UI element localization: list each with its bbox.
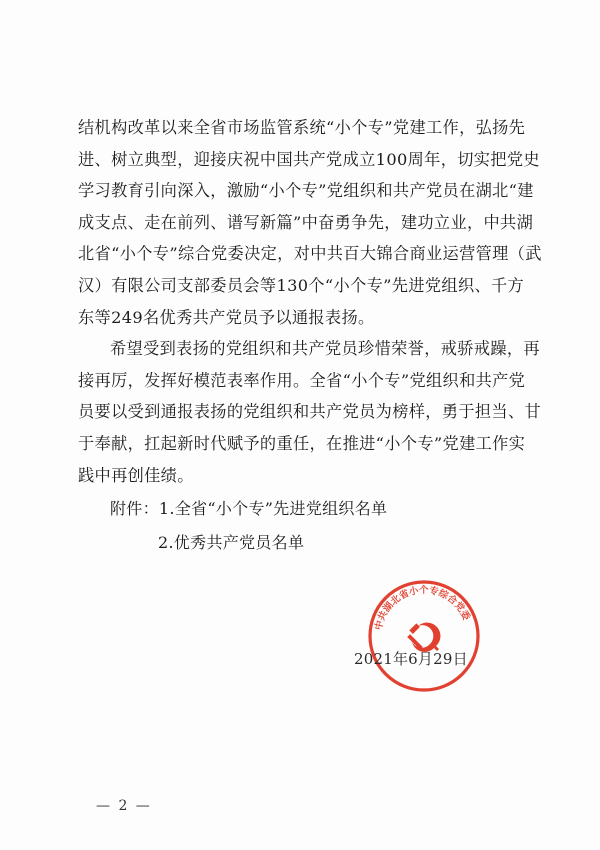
attachment-item-2: 2.优秀共产党员名单: [158, 533, 305, 552]
paragraph-2-line: 于奉献，扛起新时代赋予的重任，在推进“小个专”党建工作实: [78, 433, 526, 453]
paragraph-1-line: 成支点、走在前列、谱写新篇”中奋勇争先，建功立业，中共湖: [78, 212, 534, 232]
attachment-item-1: 附件：1.全省“小个专”先进党组织名单: [110, 499, 388, 518]
page-number: — 2 —: [96, 798, 152, 814]
seal-text: 中共湖北省小个专综合党委: [373, 584, 472, 632]
paragraph-1-line: 东等249名优秀共产党员予以通报表扬。: [78, 307, 375, 327]
paragraph-1-line: 进、树立典型，迎接庆祝中国共产党成立100周年，切实把党史: [78, 149, 540, 169]
paragraph-2-line: 员要以受到通报表扬的党组织和共产党员为榜样，勇于担当、甘: [78, 402, 542, 422]
paragraph-1-line: 学习教育引向深入，激励“小个专”党组织和共产党员在湖北“建: [78, 181, 534, 201]
paragraph-2-line: 践中再创佳绩。: [78, 465, 194, 485]
paragraph-2-line: 希望受到表扬的党组织和共产党员珍惜荣誉，戒骄戒躁，再: [110, 339, 540, 359]
paragraph-1-line: 北省“小个专”综合党委决定，对中共百大锦合商业运营管理（武: [78, 244, 542, 264]
paragraph-1-line: 结机构改革以来全省市场监管系统“小个专”党建工作，弘扬先: [78, 118, 526, 137]
paragraph-2-line: 接再厉，发挥好模范表率作用。全省“小个专”党组织和共产党: [78, 370, 526, 390]
body-text: [78, 112, 542, 491]
paragraph-1-line: 汉）有限公司支部委员会等130个“小个专”先进党组织、千方: [78, 275, 525, 295]
document-date: 2021年6月29日: [354, 650, 468, 668]
official-seal-icon: [366, 578, 482, 694]
